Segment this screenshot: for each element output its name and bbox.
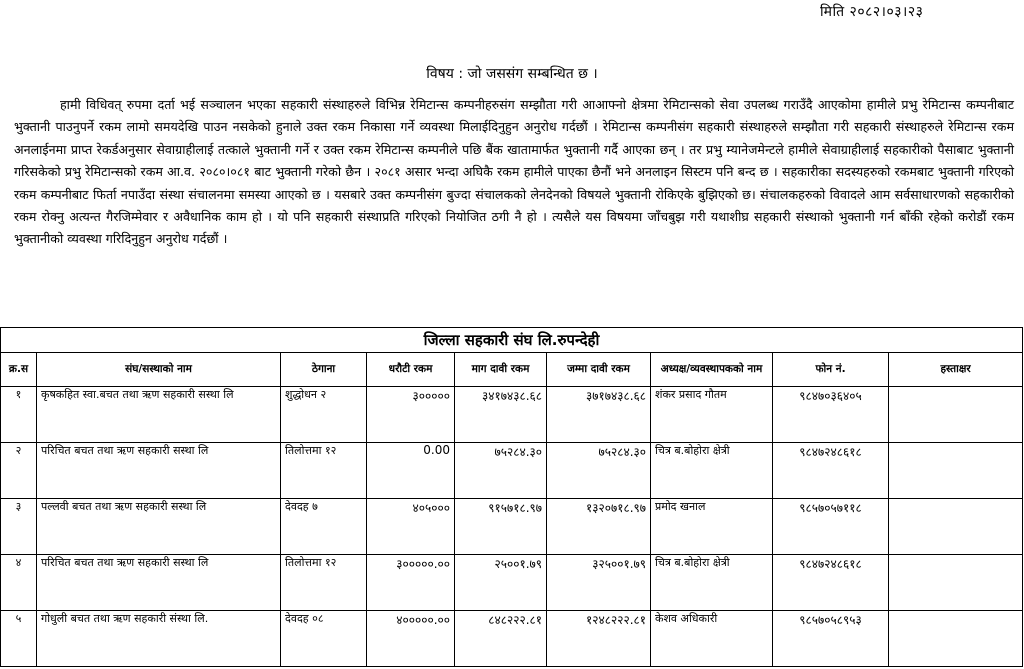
col-header-address: ठेगाना [281,353,367,387]
cell-claim: २५००१.७९ [455,555,547,611]
table-row [1,443,1023,499]
cell-deposit: ३०००००.०० [367,555,455,611]
col-header-phone: फोन नं. [773,353,889,387]
cell-phone: ९८५७०५७११८ [773,499,889,555]
cell-total: ३२५००१.७९ [547,555,651,611]
cell-sn: २ [1,443,37,499]
cell-deposit: 0.00 [367,443,455,499]
cell-phone: ९८४७२४८६१८ [773,443,889,499]
cell-phone: ९८४७२४८६१८ [773,555,889,611]
cell-deposit: ४०००००.०० [367,611,455,667]
cell-name: परिचित बचत तथा ऋण सहकारी सस्था लि [37,555,281,611]
letter-body: हामी विधिवत् रुपमा दर्ता भई सञ्चालन भएका सहकारी संस्थाहरुले विभिन्न रेमिटान्स कम्पनीहरुसंग सम्झौता गरी आआफ्नो क्षेत्रमा रेमिटान्सको सेवा उपलब्ध गराउँदै आएकोमा हामीले प्रभु रेमिटान्स कम्पनीबाट भुक्तानी पाउनुपर्ने रकम लामो समयदेखि पाउन नसकेको हुनाले उक्त रकम निकासा गर्ने व्यवस्था मिलाईदिनुहुन अनुरोध गर्दछौं । रेमिटान्स कम्पनीसंग सहकारी संस्थाहरुले सम्झौता गरी सहकारी संस्थाहरुले रेमिटान्स रकम अनलाईनमा प्राप्त रेकर्डअनुसार सेवाग्राहीलाई तत्काले भुक्तानी गर्ने र उक्त रकम रेमिटान्स कम्पनीले पछि बैंक खातामार्फत भुक्तानी गर्दै आएका छन् । तर प्रभु म्यानेजमेन्टले हामीले सेवाग्राहीलाई सहकारीको पैसाबाट भुक्तानी गरिसकेको प्रभु रेमिटान्सको रकम आ.व. २०८०।०८१ बाट भुक्तानी गरेको छैन । २०८१ असार भन्दा अघिकै रकम हामीले पाएका छैनौं भने अनलाइन सिस्टम पनि बन्द छ । सहकारीका सदस्यहरुको रकमबाट भुक्तानी गरिएको रकम कम्पनीबाट फिर्ता नपाउँदा संस्था संचालनमा समस्या आएको छ । यसबारे उक्त कम्पनीसंग बुज्दा संचालकको लेनदेनको विषयले भुक्तानी रोकिएके बुझिएको छ। संचालकहरुको विवादले आम सर्वसाधारणको सहकारीको रकम रोक्नु अत्यन्त गैरजिम्मेवार र अवैधानिक काम हो । यो पनि सहकारी संस्थाप्रति गरिएको नियोजित ठगी नै हो । त्यसैले यस विषयमा जाँचबुझ गरी यथाशीघ्र सहकारी संस्थाको भुक्तानी गर्न बाँकी रहेको करोडौं रकम भुक्तानीको व्यवस्था गरिदिनुहुन अनुरोध गर्दछौं । [14,97,1014,247]
cell-claim: ७५२८४.३० [455,443,547,499]
cell-signature [889,443,1023,499]
cell-claim: ८४८२२२.८१ [455,611,547,667]
cell-name: गोधुली बचत तथा ऋण सहकारी संस्था लि. [37,611,281,667]
cell-sn: १ [1,387,37,443]
table-row [1,555,1023,611]
cell-claim: ९१५७१८.९७ [455,499,547,555]
cell-head-name: चित्र ब.बोहोरा क्षेत्री [651,555,773,611]
col-header-deposit: धरौटी रकम [367,353,455,387]
cell-sn: ४ [1,555,37,611]
cell-phone: ९८५७०५८९५३ [773,611,889,667]
cooperative-claims-table [0,327,1023,667]
cell-total: १३२०७१८.९७ [547,499,651,555]
cell-claim: ३४१७४३८.६८ [455,387,547,443]
col-header-head-name: अध्यक्ष/व्यवस्थापकको नाम [651,353,773,387]
cell-address: शुद्धोधन २ [281,387,367,443]
cell-head-name: शंकर प्रसाद गौतम [651,387,773,443]
cell-deposit: ३००००० [367,387,455,443]
letter-subject: विषय : जो जससंग सम्बन्धित छ । [426,66,598,82]
table-header-row [1,353,1023,387]
col-header-name: संघ/सस्थाको नाम [37,353,281,387]
cell-head-name: केशव अधिकारी [651,611,773,667]
cell-address: तिलोत्तमा १२ [281,443,367,499]
cell-phone: ९८४७०३६४०५ [773,387,889,443]
cell-signature [889,387,1023,443]
cell-signature [889,555,1023,611]
cell-name: कृषकहित स्वा.बचत तथा ऋण सहकारी सस्था लि [37,387,281,443]
col-header-signature: हस्ताक्षर [889,353,1023,387]
table-title: जिल्ला सहकारी संघ लि.रुपन्देही [1,328,1023,353]
cell-sn: ५ [1,611,37,667]
table-row [1,387,1023,443]
cell-deposit: ४०५००० [367,499,455,555]
cell-signature [889,611,1023,667]
cell-name: परिचित बचत तथा ऋण सहकारी सस्था लि [37,443,281,499]
col-header-total: जम्मा दावी रकम [547,353,651,387]
col-header-claim: माग दावी रकम [455,353,547,387]
cell-total: ३७१७४३८.६८ [547,387,651,443]
cell-name: पल्लवी बचत तथा ऋण सहकारी सस्था लि [37,499,281,555]
table-row [1,499,1023,555]
table-row [1,611,1023,667]
cell-address: देवदह ०८ [281,611,367,667]
cell-sn: ३ [1,499,37,555]
cell-head-name: चित्र ब.बोहोरा क्षेत्री [651,443,773,499]
cell-signature [889,499,1023,555]
cell-total: १२४८२२२.८१ [547,611,651,667]
cell-total: ७५२८४.३० [547,443,651,499]
col-header-sn: क्र.स [1,353,37,387]
cell-address: देवदह ७ [281,499,367,555]
cell-head-name: प्रमोद खनाल [651,499,773,555]
letter-date: मिति २०८२।०३।२३ [820,4,924,20]
cell-address: तिलोत्तमा १२ [281,555,367,611]
